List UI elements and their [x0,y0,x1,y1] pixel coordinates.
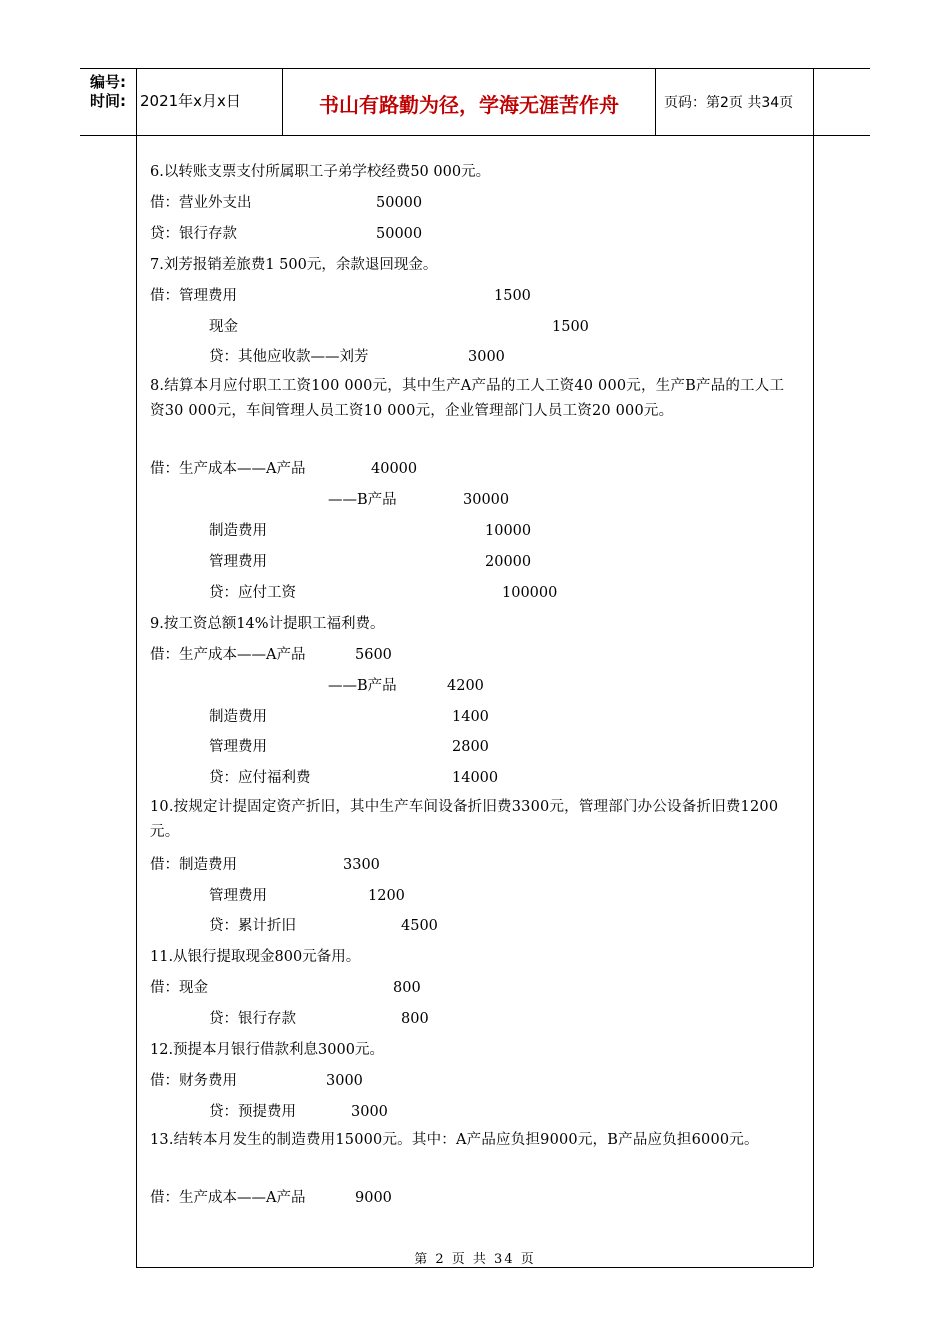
page-frame-bottom [136,1267,813,1268]
entry-amount: 3000 [351,1104,388,1120]
page-info: 页码：第2页 共34页 [664,95,794,111]
header-bottom-border [80,135,870,136]
entry-text: 7.刘芳报销差旅费1 500元，余款退回现金。 [150,257,438,273]
motto: 书山有路勤为径，学海无涯苦作舟 [319,93,619,117]
entry-amount: 9000 [355,1190,392,1206]
entry-amount: 4500 [401,918,438,934]
entry-amount: 800 [393,980,421,996]
entry-text: 借：制造费用 [150,857,237,873]
entry-amount: 1400 [452,709,489,725]
entry-amount: 4200 [447,678,484,694]
entry-text: 13.结转本月发生的制造费用15000元。其中：A产品应负担9000元，B产品应负担6000元。 [150,1132,759,1148]
entry-text: 6.以转账支票支付所属职工子弟学校经费50 000元。 [150,164,491,180]
entry-text: 贷：预提费用 [209,1104,296,1120]
entry-amount: 50000 [376,226,423,242]
header-top-border [80,68,870,69]
entry-amount: 1200 [368,888,405,904]
entry-text: 贷：累计折旧 [209,918,296,934]
entry-text: 12.预提本月银行借款利息3000元。 [150,1042,384,1058]
entry-amount: 20000 [485,554,532,570]
entry-amount: 800 [401,1011,429,1027]
number-label: 编号: [90,73,126,91]
page-frame-right [813,68,814,1267]
entry-text: 借：生产成本——A产品 [150,1190,306,1206]
header-date: 2021年x月x日 [140,92,241,110]
entry-amount: 50000 [376,195,423,211]
header-divider-3 [655,68,656,135]
entry-text: 贷：应付工资 [209,585,296,601]
entry-amount: 1500 [552,319,589,335]
entry-text: 现金 [209,319,238,335]
entry-amount: 14000 [452,770,499,786]
entry-text: 贷：其他应收款——刘芳 [209,349,369,365]
entry-amount: 5600 [355,647,392,663]
entry-text: 借：生产成本——A产品 [150,647,306,663]
entry-text: 借：管理费用 [150,288,237,304]
entry-text: 管理费用 [209,739,267,755]
entry-amount: 40000 [371,461,418,477]
time-label: 时间: [90,92,126,110]
entry-amount: 10000 [485,523,532,539]
entry-text: 借：营业外支出 [150,195,252,211]
entry-text: 制造费用 [209,709,267,725]
entry-amount: 2800 [452,739,489,755]
page-footer: 第 2 页 共 34 页 [414,1252,536,1267]
entry-text: 贷：银行存款 [150,226,237,242]
entry-text: 制造费用 [209,523,267,539]
entry-text: 借：现金 [150,980,208,996]
entry-amount: 3300 [343,857,380,873]
entry-amount: 3000 [468,349,505,365]
entry-text: 贷：银行存款 [209,1011,296,1027]
entry-text: 8.结算本月应付职工工资100 000元，其中生产A产品的工人工资40 000元，生产B产品的工人工资30 000元，车间管理人员工资10 000元，企业管理部门人员工资20 000元。 [150,378,785,419]
entry-text: ——B产品 [328,492,397,508]
entry-text: ——B产品 [328,678,397,694]
entry-text: 9.按工资总额14%计提职工福利费。 [150,616,385,632]
entry-amount: 100000 [502,585,558,601]
entry-text: 11.从银行提取现金800元备用。 [150,949,361,965]
entry-text: 贷：应付福利费 [209,770,311,786]
entry-text: 10.按规定计提固定资产折旧，其中生产车间设备折旧费3300元，管理部门办公设备折旧费1200元。 [150,799,779,840]
header-divider-1 [136,68,137,135]
entry-amount: 30000 [463,492,510,508]
entry-amount: 1500 [494,288,531,304]
entry-text: 借：生产成本——A产品 [150,461,306,477]
page-frame-left [136,135,137,1267]
entry-text: 借：财务费用 [150,1073,237,1089]
entry-amount: 3000 [326,1073,363,1089]
entry-text: 管理费用 [209,554,267,570]
entry-text: 管理费用 [209,888,267,904]
